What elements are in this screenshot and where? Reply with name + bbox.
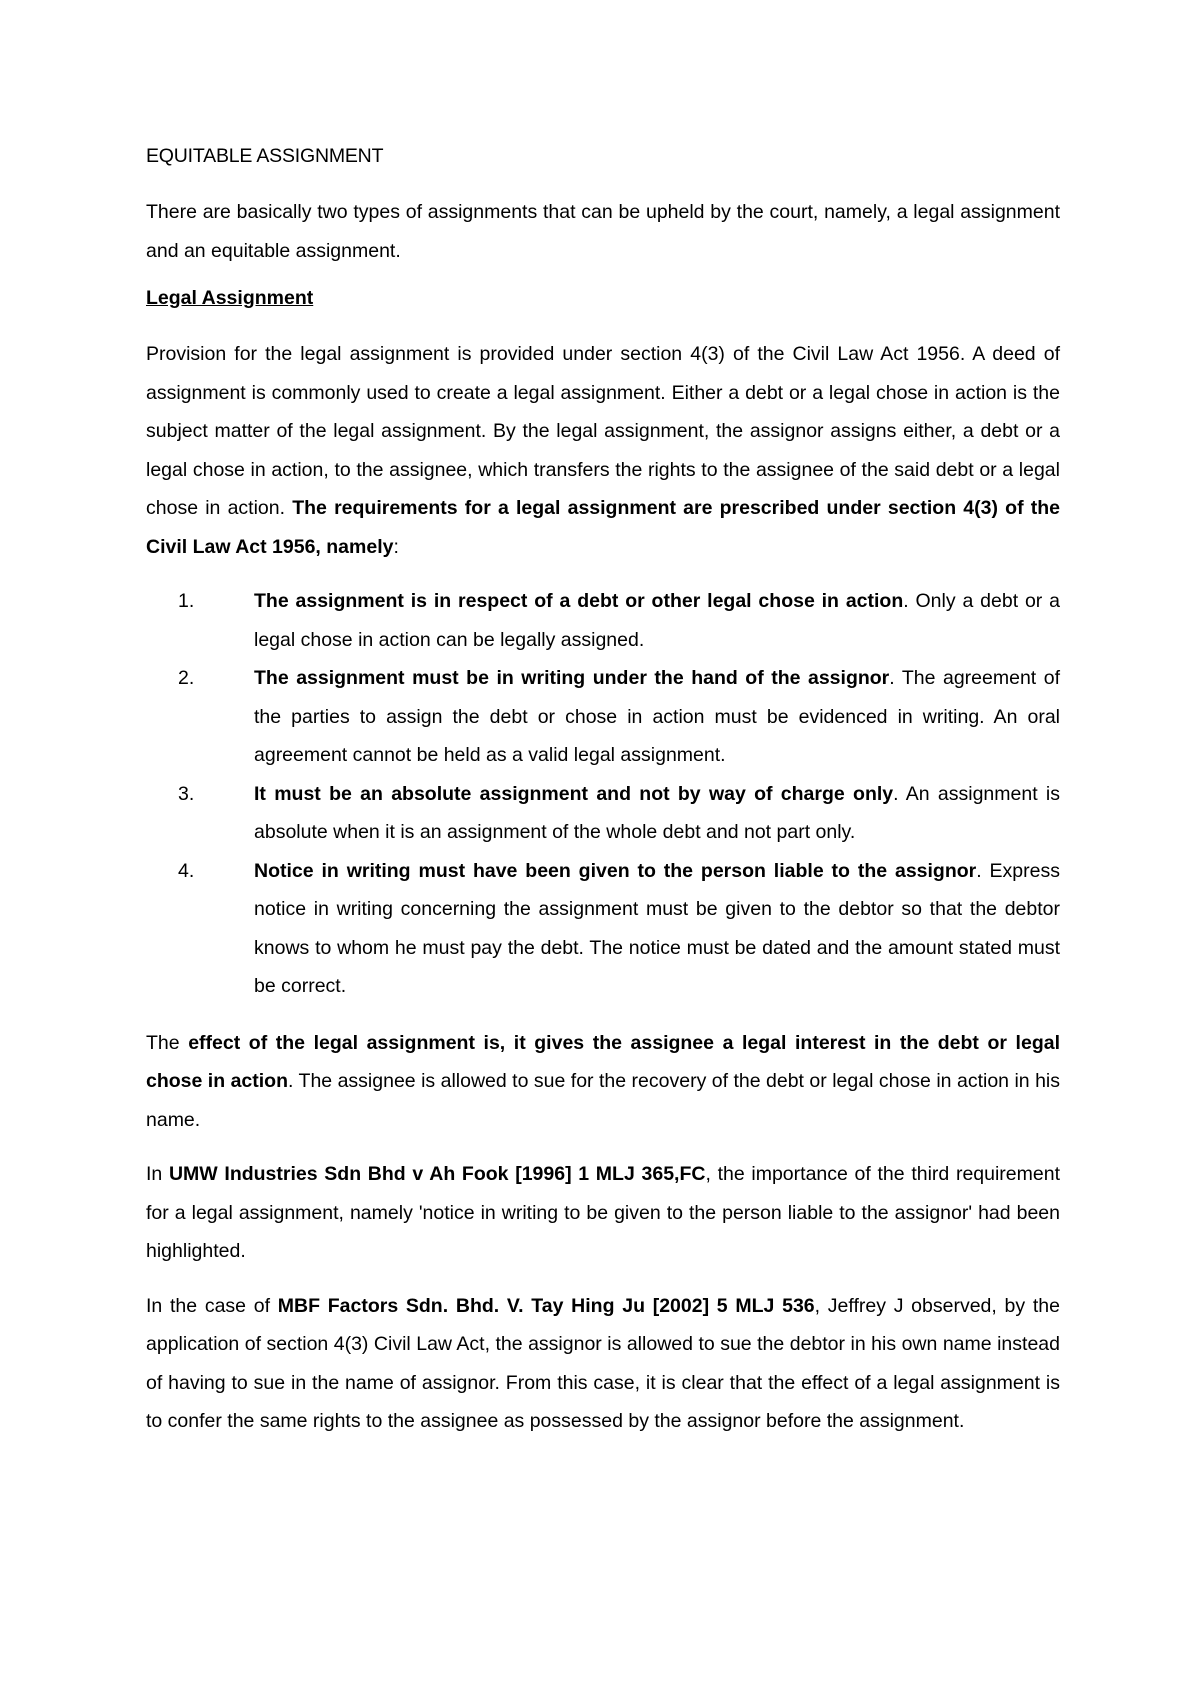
requirement-item	[146, 659, 1060, 775]
provision-paragraph	[146, 335, 1060, 566]
provision-bold: The requirements for a legal assignment are prescribed under section 4(3) of the Civil Law Act 1956, namely	[146, 497, 1060, 558]
requirements-list	[146, 582, 1060, 1006]
effect-paragraph	[146, 1024, 1060, 1140]
requirement-bold: The assignment must be in writing under the hand of the assignor	[254, 667, 890, 689]
requirement-item	[146, 852, 1060, 1006]
intro-paragraph: There are basically two types of assignments that can be upheld by the court, namely, a legal assignment and an equitable assignment.	[146, 201, 1060, 262]
requirement-bold: It must be an absolute assignment and not by way of charge only	[254, 782, 894, 805]
requirement-bold: Notice in writing must have been given to the person liable to the assignor	[254, 859, 977, 882]
effect-bold: effect of the legal assignment is, it gives the assignee a legal interest in the debt or legal chose in action	[146, 1031, 1060, 1092]
requirement-text: . An assignment is absolute when it is an assignment of the whole debt and not part only.	[254, 782, 1061, 843]
umw-case-paragraph	[146, 1155, 1060, 1271]
requirement-bold: The assignment is in respect of a debt or other legal chose in action	[254, 590, 904, 612]
umw-case-citation: UMW Industries Sdn Bhd v Ah Fook [1996] 1 MLJ 365,FC	[168, 1163, 706, 1185]
effect-post: . The assignee is allowed to sue for the recovery of the debt or legal chose in action in his name.	[146, 1070, 1061, 1131]
provision-text: Provision for the legal assignment is provided under section 4(3) of the Civil Law Act 1956. A deed of assignment is commonly used to create a legal assignment. Either a debt or a legal chose in action is the subject matter of the legal assignment. By the legal assignment, the assignor assigns either, a debt or a legal chose in action, to the assignee, which transfers the rights to the assignee of the said debt or a legal chose in action.	[146, 343, 1060, 519]
requirement-item	[146, 582, 1060, 659]
requirement-number: 4.	[178, 859, 195, 882]
requirement-text: . Only a debt or a legal chose in action can be legally assigned.	[254, 590, 1060, 651]
mbf-post: , Jeffrey J observed, by the application of section 4(3) Civil Law Act, the assignor is allowed to sue the debtor in his own name instead of having to sue in the name of assignor. From this case, it is clear that the effect of a legal assignment is to confer the same rights to the assignee as possessed by the assignor before the assignment.	[146, 1294, 1060, 1432]
requirement-text: . The agreement of the parties to assign the debt or chose in action must be evidenced in writing. An oral agreement cannot be held as a valid legal assignment.	[254, 667, 1060, 766]
requirement-text: . Express notice in writing concerning the assignment must be given to the debtor so that the debtor knows to whom he must pay the debt. The notice must be dated and the amount stated must be correct.	[254, 859, 1060, 997]
mbf-case-paragraph	[146, 1287, 1060, 1441]
umw-post: , the importance of the third requirement for a legal assignment, namely 'notice in writing to be given to the person liable to the assignor' had been highlighted.	[146, 1163, 1060, 1262]
document-title: EQUITABLE ASSIGNMENT	[146, 145, 384, 167]
provision-tail: :	[393, 535, 399, 558]
requirement-number: 3.	[178, 782, 195, 805]
effect-pre: The	[146, 1031, 189, 1054]
legal-assignment-heading: Legal Assignment	[146, 287, 314, 309]
mbf-pre: In the case of	[146, 1294, 278, 1317]
requirement-number: 2.	[178, 667, 195, 689]
mbf-case-citation: MBF Factors Sdn. Bhd. V. Tay Hing Ju [2002] 5 MLJ 536	[277, 1294, 815, 1317]
document-body	[146, 144, 1060, 1441]
requirement-number: 1.	[178, 590, 195, 612]
umw-pre: In	[146, 1163, 169, 1185]
requirement-item	[146, 775, 1060, 852]
